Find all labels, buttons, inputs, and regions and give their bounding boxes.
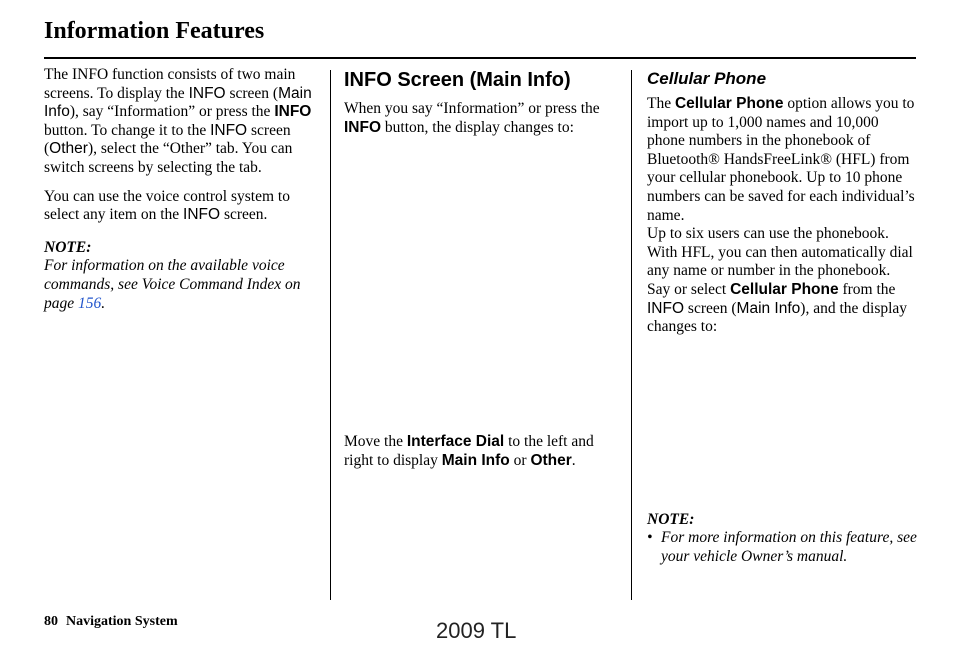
- users-paragraph: Up to six users can use the phonebook. With HFL, you can then automatically dial any name or number in the phonebook.: [647, 225, 913, 280]
- footer-section: Navigation System: [66, 614, 178, 629]
- info-term: INFO: [210, 121, 248, 139]
- note-label: NOTE:: [44, 238, 92, 256]
- info-button-term: INFO: [344, 118, 382, 136]
- column-divider: [330, 70, 331, 600]
- info-term: INFO: [183, 206, 221, 224]
- interface-dial-term: Interface Dial: [406, 433, 505, 451]
- screen-image-placeholder: [344, 147, 616, 433]
- main-info-term: Main Info: [44, 84, 312, 121]
- note-text: For more information on this feature, see your vehicle Owner’s manual.: [661, 529, 917, 565]
- info-button-term: INFO: [274, 103, 312, 121]
- info-term: INFO: [647, 299, 685, 317]
- column-divider: [631, 70, 632, 600]
- note-bullet-item: [647, 529, 919, 566]
- page-link-156[interactable]: 156: [78, 294, 102, 312]
- page-header-title: Information Features: [44, 18, 265, 44]
- column-cellular-phone: [647, 66, 919, 567]
- other-term: Other: [49, 140, 88, 158]
- main-info-term: Main Info: [736, 299, 801, 317]
- voice-control-paragraph: You can use the voice control system to select any item on the INFO screen.: [44, 187, 290, 224]
- page-footer: [44, 614, 178, 630]
- watermark: 2009 TL: [436, 618, 517, 643]
- page-number: 80: [44, 614, 58, 629]
- cellular-phone-paragraph: The Cellular Phone option allows you to import up to 1,000 names and 10,000 phone numbers in the phonebook of Bluetooth® HandsFreeLink® (HFL) from your cellular phonebook. Up to 10 phone numbers can be saved for each individual’s name.: [647, 95, 915, 224]
- interface-dial-paragraph: Move the Interface Dial to the left and right to display Main Info or Other.: [344, 433, 594, 469]
- column-intro: [44, 66, 316, 313]
- header-rule: [44, 57, 916, 59]
- note-label: NOTE:: [647, 510, 695, 528]
- note-text: For information on the available voice commands, see Voice Command Index on page 156.: [44, 257, 301, 312]
- cellular-phone-term: Cellular Phone: [674, 95, 784, 112]
- other-term: Other: [530, 451, 572, 469]
- column-info-screen: [344, 66, 616, 480]
- intro-paragraph: The INFO function consists of two main screens. To display the INFO screen (Main Info), say “Information” or press the INFO button. To change it to the INFO screen (Other), select the “Other” tab. You can switch screens by selecting the tab.: [44, 66, 312, 176]
- select-paragraph: Say or select Cellular Phone from the INFO screen (Main Info), and the display changes to:: [647, 280, 908, 336]
- subsection-title: Cellular Phone: [647, 69, 767, 88]
- info-term: INFO: [188, 84, 226, 102]
- screen-image-placeholder: [647, 337, 919, 497]
- bullet-icon: •: [647, 529, 653, 547]
- main-info-term: Main Info: [441, 451, 510, 469]
- info-screen-paragraph: When you say “Information” or press the INFO button, the display changes to:: [344, 100, 600, 136]
- section-title: INFO Screen (Main Info): [344, 69, 571, 91]
- cellular-phone-term: Cellular Phone: [730, 280, 839, 298]
